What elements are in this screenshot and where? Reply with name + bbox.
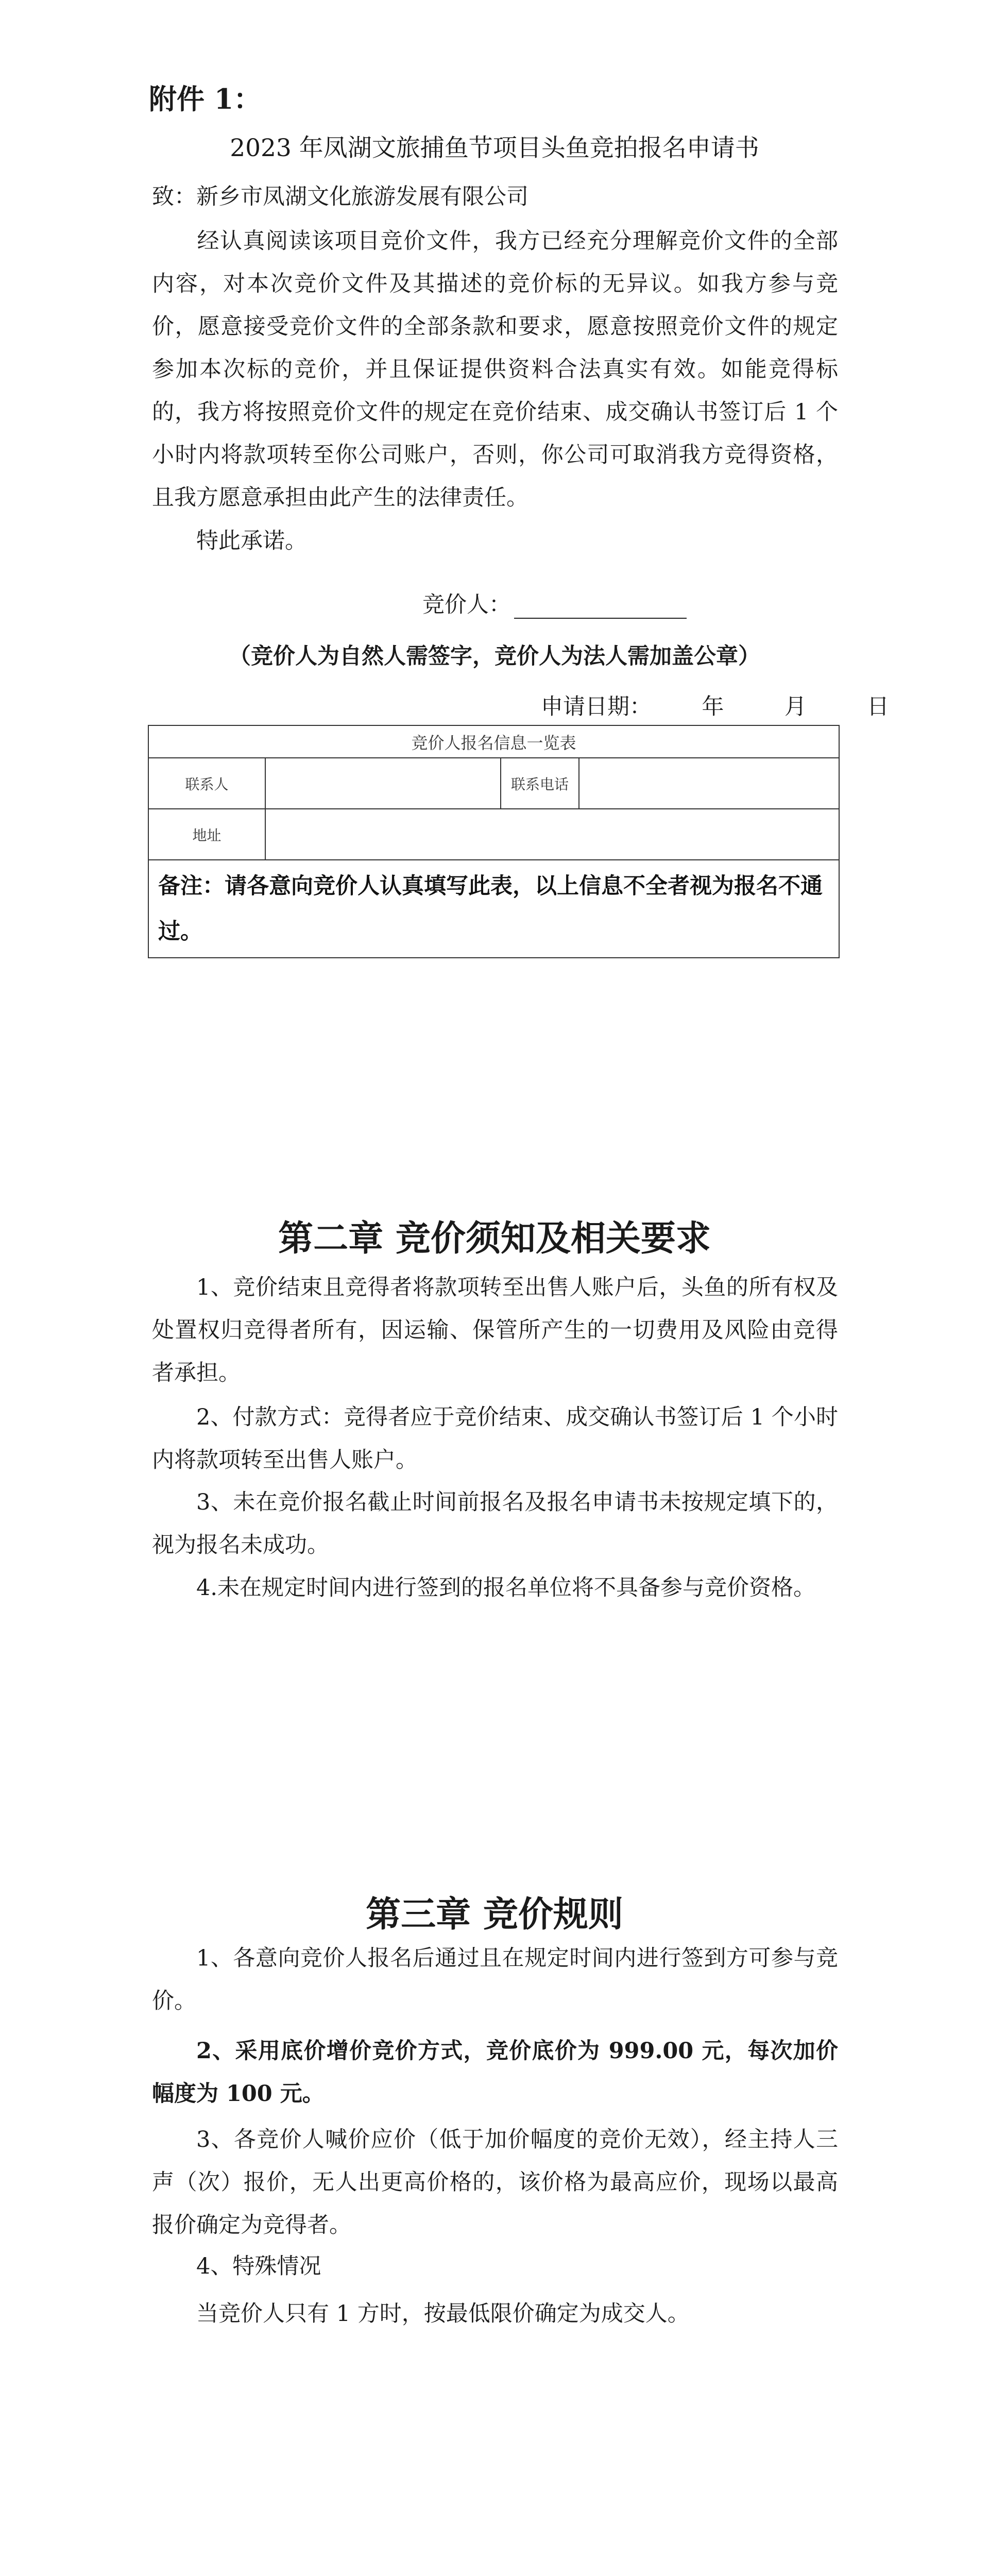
registration-table-title: 竞价人报名信息一览表 — [148, 725, 839, 758]
date-month: 月 — [784, 694, 807, 720]
chapter2-item-4: 4.未在规定时间内进行签到的报名单位将不具备参与竞价资格。 — [196, 1575, 816, 1601]
address-label: 地址 — [148, 809, 265, 860]
date-year: 年 — [702, 694, 724, 720]
chapter3-title: 第三章 竞价规则 — [366, 1894, 623, 1935]
commitment-text: 经认真阅读该项目竞价文件，我方已经充分理解竞价文件的全部内容，对本次竞价文件及其描述的竞价标的无异议。如我方参与竞价，愿意接受竞价文件的全部条款和要求，愿意按照竞价文件的规定参加本次标的竞价，并且保证提供资料合法真实有效。如能竞得标的，我方将按照竞价文件的规定在竞价结束、成交确认书签订后 1 个小时内将款项转至你公司账户，否则，你公司可取消我方竞得资格，且我方愿意承担由此产生的法律责任。 — [152, 228, 838, 511]
chapter2-item-3: 3、未在竞价报名截止时间前报名及报名申请书未按规定填下的，视为报名未成功。 — [152, 1489, 838, 1558]
chapter2-title: 第二章 竞价须知及相关要求 — [278, 1218, 711, 1259]
registration-remark: 备注：请各意向竞价人认真填写此表，以上信息不全者视为报名不通过。 — [148, 860, 839, 958]
addressee: 致：新乡市凤湖文化旅游发展有限公司 — [152, 184, 528, 210]
date-label: 申请日期： — [541, 694, 652, 720]
contact-label: 联系人 — [148, 758, 265, 809]
phone-label: 联系电话 — [501, 758, 579, 809]
registration-table — [148, 725, 840, 958]
chapter2-item-1: 1、竞价结束且竞得者将款项转至出售人账户后，头鱼的所有权及处置权归竞得者所有，因运输、保管所产生的一切费用及风险由竞得者承担。 — [152, 1275, 838, 1386]
commitment-paragraph — [152, 220, 838, 519]
bidder-signature-line — [422, 587, 687, 619]
signature-blank[interactable] — [514, 597, 687, 619]
attachment-label: 附件 1： — [149, 82, 262, 115]
chapter3-item-3: 3、各竞价人喊价应价（低于加价幅度的竞价无效），经主持人三声（次）报价，无人出更高价格的，该价格为最高应价，现场以最高报价确定为竞得者。 — [152, 2127, 838, 2238]
chapter3-item-1: 1、各意向竞价人报名后通过且在规定时间内进行签到方可参与竞价。 — [152, 1945, 838, 2014]
chapter3-item-5: 当竞价人只有 1 方时，按最低限价确定为成交人。 — [196, 2301, 690, 2327]
contact-input-cell[interactable] — [265, 758, 501, 809]
phone-input-cell[interactable] — [579, 758, 839, 809]
bidder-label: 竞价人： — [422, 592, 511, 618]
date-day: 日 — [867, 694, 890, 720]
address-input-cell[interactable] — [265, 809, 839, 860]
application-date — [541, 689, 889, 721]
chapter3-item-2: 2、采用底价增价竞价方式，竞价底价为 999.00 元，每次加价幅度为 100 元。 — [152, 2038, 838, 2107]
signature-note: （竞价人为自然人需签字，竞价人为法人需加盖公章） — [229, 643, 760, 669]
chapter2-item-2: 2、付款方式：竞得者应于竞价结束、成交确认书签订后 1 个小时内将款项转至出售人账户。 — [152, 1404, 838, 1473]
closing-line — [152, 520, 838, 563]
closing-text: 特此承诺。 — [196, 528, 307, 554]
document-title: 2023 年凤湖文旅捕鱼节项目头鱼竞拍报名申请书 — [230, 134, 759, 162]
chapter3-item-4: 4、特殊情况 — [196, 2253, 321, 2279]
